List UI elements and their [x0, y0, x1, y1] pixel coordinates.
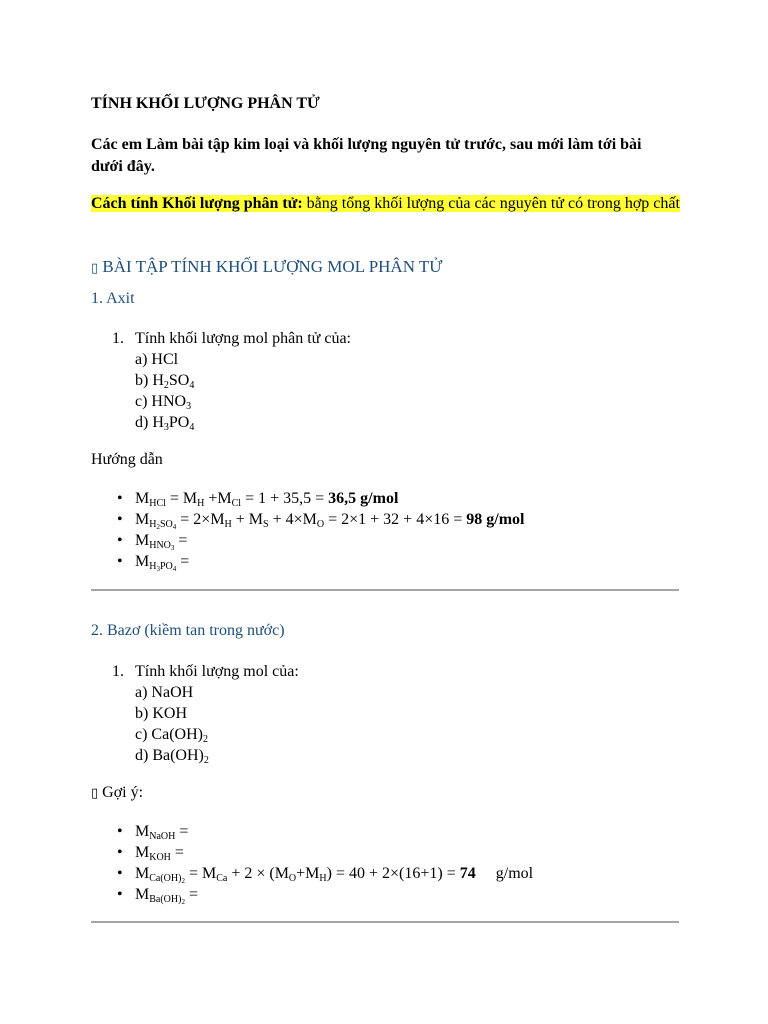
axit-item-h3po4: d) H3PO4 [135, 414, 195, 433]
axit-task-text: Tính khối lượng mol phân tử của: [135, 330, 351, 347]
guide-label: Hướng dẫn [91, 451, 163, 468]
answer-hno3: • $MHNO_3$ = [117, 532, 188, 552]
page-title: TÍNH KHỐI LƯỢNG PHÂN TỬ [91, 95, 320, 112]
hint-label-text: Gợi ý: [102, 784, 144, 801]
bazo-item-koh: b) KOH [135, 705, 187, 722]
axit-item-h2so4: b) H2SO4 [135, 372, 195, 391]
task-number: 1. [112, 330, 124, 347]
answer-caoh2: • $MCa(OH)_2$ = MCa + 2 × (MO+MH) = 40 + 2×(16+1) = 74 g/mol [117, 865, 534, 885]
bazo-task-text: Tính khối lượng mol của: [135, 663, 299, 680]
section-divider [91, 589, 679, 591]
method-paragraph [91, 193, 681, 215]
box-glyph-icon: ▯ [91, 261, 99, 276]
hint-label [91, 784, 143, 802]
bazo-item-naoh: a) NaOH [135, 684, 194, 701]
answer-h2so4: • $MH_2SO_4 = 2\times MH$ + MS + 4×MO = 2×1 + 32 + 4×16 = 98 g/mol [117, 511, 525, 531]
answer-h3po4: • $MH_3PO_4$ = [117, 553, 190, 573]
answer-baoh2: • $MBa(OH)_2$ = [117, 886, 198, 906]
bazo-heading: 2. Bazơ (kiềm tan trong nước) [91, 622, 285, 639]
axit-item-hno3: c) HNO3 [135, 393, 192, 412]
section-divider [91, 921, 679, 923]
method-text: bằng tổng khối lượng của các nguyên tử có trong hợp chất [302, 195, 680, 212]
intro-paragraph: Các em Làm bài tập kim loại và khối lượng nguyên tử trước, sau mới làm tới bài dưới đây. [91, 136, 642, 175]
answer-naoh: • MNaOH = [117, 823, 189, 842]
bazo-item-caoh2: c) Ca(OH)2 [135, 726, 208, 745]
bazo-item-baoh2: d) Ba(OH)2 [135, 747, 209, 766]
section-heading [91, 257, 443, 277]
answer-koh: • MKOH = [117, 844, 184, 863]
axit-heading: 1. Axit [91, 290, 135, 307]
axit-item-hcl: a) HCl [135, 351, 179, 368]
task-number: 1. [112, 663, 124, 680]
answer-hcl: • MHCl = MH +MCl = 1 + 35,5 = 36,5 g/mol [117, 490, 399, 509]
method-label: Cách tính Khối lượng phân tử: [91, 195, 303, 212]
section-heading-text: BÀI TẬP TÍNH KHỐI LƯỢNG MOL PHÂN TỬ [102, 257, 443, 276]
box-glyph-icon: ▯ [91, 786, 99, 801]
